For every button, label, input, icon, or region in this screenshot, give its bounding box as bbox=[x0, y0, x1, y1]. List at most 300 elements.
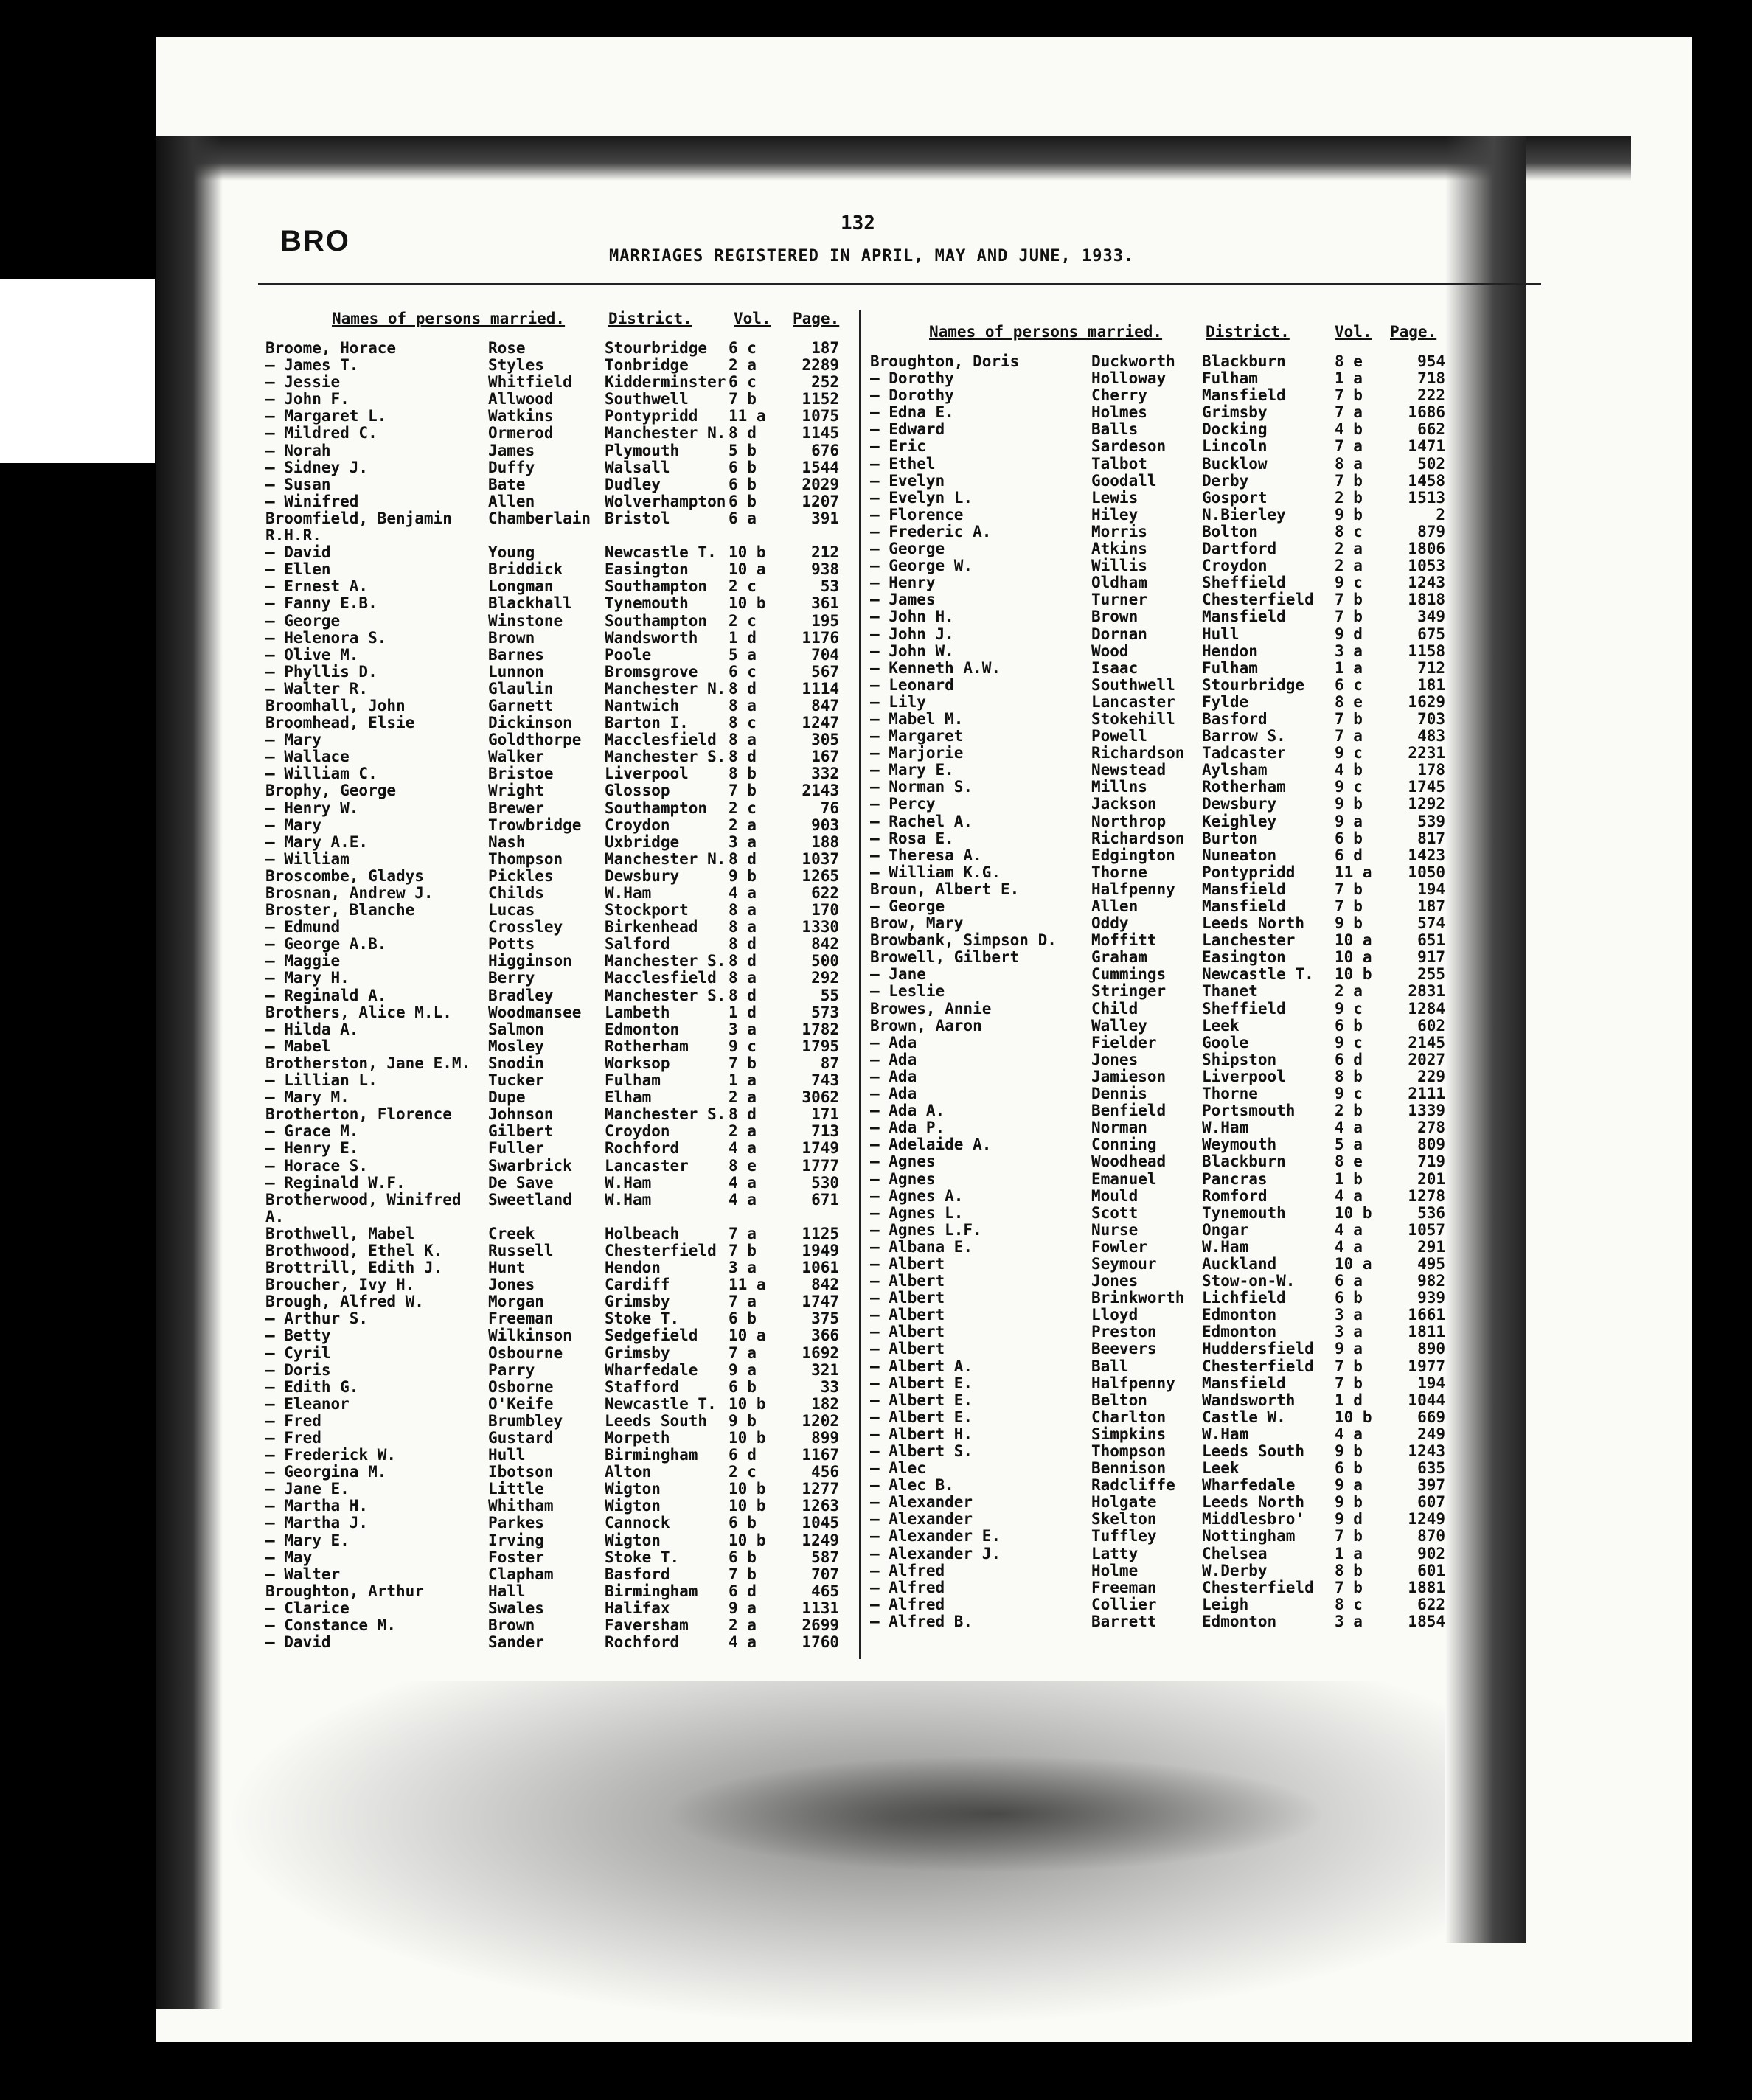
entry-page: 1243 bbox=[1408, 574, 1445, 592]
table-row bbox=[870, 403, 1460, 420]
entry-district: Stourbridge bbox=[1202, 675, 1305, 694]
entry-page: 1114 bbox=[802, 679, 839, 698]
entry-volume: 6 b bbox=[729, 1310, 757, 1328]
district-header: District. bbox=[608, 310, 692, 327]
entry-spouse-surname: O'Keife bbox=[488, 1394, 554, 1413]
entry-page: 1811 bbox=[1408, 1323, 1445, 1341]
entry-page: 375 bbox=[811, 1310, 839, 1328]
entry-spouse-surname: Cherry bbox=[1091, 386, 1147, 405]
entry-district: Edmonton bbox=[1202, 1306, 1277, 1324]
table-row bbox=[265, 969, 841, 986]
entry-volume: 4 a bbox=[1335, 1220, 1363, 1239]
table-row bbox=[265, 1514, 841, 1531]
table-row bbox=[870, 846, 1460, 863]
entry-district: Blackburn bbox=[1202, 352, 1286, 370]
entry-volume: 8 d bbox=[729, 1105, 757, 1124]
entry-page: 495 bbox=[1417, 1254, 1445, 1273]
entry-volume: 10 a bbox=[1335, 931, 1372, 950]
table-row bbox=[265, 1531, 841, 1548]
entry-volume: 7 b bbox=[1335, 880, 1363, 898]
entry-name: — Walter R. bbox=[265, 679, 369, 698]
entry-name: — Albert bbox=[870, 1272, 945, 1290]
entry-district: Edmonton bbox=[605, 1020, 680, 1038]
entry-volume: 1 a bbox=[1335, 1544, 1363, 1562]
entry-page: 194 bbox=[1417, 880, 1445, 898]
entry-district: Chesterfield bbox=[605, 1241, 717, 1259]
entry-page: 249 bbox=[1417, 1425, 1445, 1443]
entry-district: Shipston bbox=[1202, 1050, 1277, 1068]
entry-name: — Alfred B. bbox=[870, 1612, 973, 1630]
entry-spouse-surname: Tucker bbox=[488, 1071, 544, 1090]
table-row bbox=[870, 659, 1460, 676]
names-header: Names of persons married. bbox=[332, 310, 566, 327]
entry-name: — Norman S. bbox=[870, 778, 973, 796]
entry-spouse-surname: Child bbox=[1091, 999, 1139, 1018]
entry-name: — William C. bbox=[265, 765, 378, 783]
entry-name: Broscombe, Gladys bbox=[265, 866, 424, 885]
entry-volume: 7 a bbox=[729, 1293, 757, 1311]
entry-name: A. bbox=[265, 1207, 285, 1225]
entry-district: N.Bierley bbox=[1202, 505, 1286, 524]
table-row bbox=[870, 1459, 1460, 1476]
entry-district: Blackburn bbox=[1202, 1152, 1286, 1171]
entry-spouse-surname: Potts bbox=[488, 935, 535, 953]
entry-page: 1061 bbox=[802, 1259, 839, 1277]
entry-spouse-surname: Johnson bbox=[488, 1105, 554, 1124]
entry-page: 1053 bbox=[1408, 557, 1445, 575]
entry-name: — George bbox=[870, 540, 945, 558]
entry-district: Chesterfield bbox=[1202, 1357, 1314, 1375]
entry-volume: 9 a bbox=[1335, 812, 1363, 830]
entry-volume: 3 a bbox=[1335, 1306, 1363, 1324]
entry-district: W.Ham bbox=[1202, 1425, 1249, 1443]
entry-district: Thanet bbox=[1202, 982, 1258, 1001]
entry-volume: 9 b bbox=[729, 866, 757, 885]
entry-name: — Albert bbox=[870, 1254, 945, 1273]
entry-name: — Agnes A. bbox=[870, 1186, 964, 1205]
entry-name: — Alfred bbox=[870, 1578, 945, 1596]
entry-page: 500 bbox=[811, 952, 839, 970]
entry-spouse-surname: Lewis bbox=[1091, 488, 1139, 507]
table-row bbox=[265, 850, 841, 867]
entry-name: — John W. bbox=[870, 642, 954, 660]
entry-name: Broomhall, John bbox=[265, 696, 406, 715]
entry-district: Chesterfield bbox=[1202, 1578, 1314, 1596]
entry-volume: 9 c bbox=[1335, 999, 1363, 1018]
entry-page: 903 bbox=[811, 816, 839, 834]
entry-district: Wharfedale bbox=[605, 1360, 698, 1379]
entry-district: Liverpool bbox=[1202, 1067, 1286, 1085]
entry-district: Nottingham bbox=[1202, 1527, 1296, 1546]
table-row bbox=[265, 476, 841, 493]
column-divider bbox=[859, 310, 861, 1659]
table-row bbox=[265, 1088, 841, 1105]
entry-spouse-surname: Brinkworth bbox=[1091, 1289, 1185, 1307]
entry-page: 181 bbox=[1417, 675, 1445, 694]
entry-district: Rotherham bbox=[1202, 778, 1286, 796]
entry-spouse-surname: Styles bbox=[488, 356, 544, 375]
entry-spouse-surname: Stokehill bbox=[1091, 709, 1175, 728]
entry-volume: 11 a bbox=[729, 1276, 766, 1294]
entry-page: 1152 bbox=[802, 390, 839, 408]
entry-district: Wharfedale bbox=[1202, 1476, 1296, 1495]
entry-district: Stourbridge bbox=[605, 339, 708, 357]
table-row bbox=[870, 1545, 1460, 1562]
page-header: Page. bbox=[1390, 323, 1437, 341]
table-row bbox=[265, 1293, 841, 1310]
entry-spouse-surname: Northrop bbox=[1091, 812, 1167, 830]
entry-page: 1949 bbox=[802, 1241, 839, 1259]
entry-page: 366 bbox=[811, 1327, 839, 1345]
entry-district: Grimsby bbox=[1202, 403, 1268, 422]
entry-volume: 11 a bbox=[1335, 863, 1372, 881]
table-row bbox=[870, 1068, 1460, 1085]
entry-name: — Mildred C. bbox=[265, 424, 378, 442]
entry-district: Stoke T. bbox=[605, 1310, 680, 1328]
entry-page: 2699 bbox=[802, 1616, 839, 1635]
entry-volume: 5 a bbox=[1335, 1136, 1363, 1154]
entry-volume: 5 a bbox=[729, 645, 757, 664]
entry-page: 252 bbox=[811, 373, 839, 392]
table-row bbox=[265, 1395, 841, 1412]
entry-volume: 4 a bbox=[729, 1190, 757, 1209]
entry-volume: 3 a bbox=[729, 1020, 757, 1038]
entry-district: Pontypridd bbox=[1202, 863, 1296, 881]
entry-district: Thorne bbox=[1202, 1085, 1258, 1103]
entry-district: W.Ham bbox=[1202, 1119, 1249, 1137]
entry-volume: 8 a bbox=[729, 901, 757, 919]
entry-spouse-surname: Briddick bbox=[488, 560, 563, 579]
entry-spouse-surname: Childs bbox=[488, 884, 544, 902]
entry-page: 1207 bbox=[802, 492, 839, 510]
entry-spouse-surname: Sardeson bbox=[1091, 437, 1167, 456]
table-row bbox=[265, 1105, 841, 1122]
table-row bbox=[265, 1139, 841, 1156]
entry-name: Brophy, George bbox=[265, 782, 397, 800]
entry-spouse-surname: Mould bbox=[1091, 1186, 1139, 1205]
table-row bbox=[265, 1310, 841, 1327]
table-row bbox=[265, 1361, 841, 1378]
entry-spouse-surname: Bristoe bbox=[488, 765, 554, 783]
entry-page: 53 bbox=[820, 577, 839, 596]
entry-volume: 1 b bbox=[1335, 1169, 1363, 1188]
entry-district: Elham bbox=[605, 1088, 652, 1107]
entry-district: Cannock bbox=[605, 1514, 670, 1532]
scan-smudge-dark bbox=[664, 1755, 1327, 1873]
entry-page: 1265 bbox=[802, 866, 839, 885]
table-row bbox=[265, 1565, 841, 1582]
entry-spouse-surname: Graham bbox=[1091, 948, 1147, 967]
table-row bbox=[870, 1613, 1460, 1630]
table-row bbox=[870, 1493, 1460, 1510]
entry-volume: 1 d bbox=[729, 1003, 757, 1021]
table-row bbox=[870, 1272, 1460, 1289]
entry-page: 899 bbox=[811, 1429, 839, 1447]
entry-volume: 2 b bbox=[1335, 1102, 1363, 1120]
entry-page: 707 bbox=[811, 1565, 839, 1583]
entry-spouse-surname: Richardson bbox=[1091, 744, 1185, 762]
table-row bbox=[265, 1259, 841, 1276]
entry-district: Edmonton bbox=[1202, 1612, 1277, 1630]
entry-district: Portsmouth bbox=[1202, 1102, 1296, 1120]
entry-volume: 10 b bbox=[729, 1480, 766, 1498]
entry-spouse-surname: Duckworth bbox=[1091, 352, 1175, 370]
entry-page: 87 bbox=[820, 1054, 839, 1072]
entry-page: 2145 bbox=[1408, 1033, 1445, 1051]
table-row bbox=[265, 731, 841, 748]
entry-volume: 10 b bbox=[729, 1429, 766, 1447]
entry-district: Auckland bbox=[1202, 1254, 1277, 1273]
entry-name: — Margaret L. bbox=[265, 407, 387, 425]
entry-spouse-surname: Isaac bbox=[1091, 658, 1139, 677]
entry-volume: 9 a bbox=[1335, 1476, 1363, 1495]
entry-name: — George A.B. bbox=[265, 935, 387, 953]
table-row bbox=[870, 540, 1460, 557]
entry-district: Dewsbury bbox=[605, 866, 680, 885]
entry-district: Leeds North bbox=[1202, 1493, 1305, 1512]
entry-spouse-surname: Wright bbox=[488, 782, 544, 800]
table-row bbox=[870, 727, 1460, 744]
entry-district: Croydon bbox=[605, 1122, 670, 1141]
entry-volume: 3 a bbox=[1335, 1323, 1363, 1341]
table-row bbox=[265, 1463, 841, 1480]
entry-district: Edmonton bbox=[1202, 1323, 1277, 1341]
entry-spouse-surname: Holloway bbox=[1091, 369, 1167, 388]
entry-spouse-surname: Freeman bbox=[488, 1310, 554, 1328]
entry-volume: 4 a bbox=[1335, 1186, 1363, 1205]
entry-name: — William bbox=[265, 849, 350, 868]
entry-spouse-surname: Scott bbox=[1091, 1203, 1139, 1222]
entry-spouse-surname: Ball bbox=[1091, 1357, 1129, 1375]
table-row bbox=[265, 459, 841, 476]
entry-district: Rotherham bbox=[605, 1037, 689, 1055]
table-row bbox=[265, 1582, 841, 1599]
entry-page: 397 bbox=[1417, 1476, 1445, 1495]
entry-spouse-surname: Salmon bbox=[488, 1020, 544, 1038]
entry-name: Broster, Blanche bbox=[265, 901, 415, 919]
table-row bbox=[870, 1408, 1460, 1425]
entry-district: Hendon bbox=[1202, 642, 1258, 660]
entry-page: 712 bbox=[1417, 658, 1445, 677]
entry-name: — Alfred bbox=[870, 1561, 945, 1579]
entry-district: Derby bbox=[1202, 471, 1249, 490]
entry-page: 1686 bbox=[1408, 403, 1445, 422]
entry-volume: 3 a bbox=[1335, 1612, 1363, 1630]
entry-spouse-surname: Emanuel bbox=[1091, 1169, 1157, 1188]
entry-volume: 6 b bbox=[1335, 1289, 1363, 1307]
entry-district: Manchester S. bbox=[605, 748, 726, 766]
header-rule bbox=[258, 283, 1541, 285]
entry-page: 1057 bbox=[1408, 1220, 1445, 1239]
scan-margin-tab bbox=[0, 279, 155, 463]
entry-volume: 2 c bbox=[729, 611, 757, 630]
entry-spouse-surname: Foster bbox=[488, 1548, 544, 1566]
entry-spouse-surname: Brown bbox=[488, 628, 535, 647]
entry-spouse-surname: Collier bbox=[1091, 1595, 1157, 1613]
entry-spouse-surname: Little bbox=[488, 1480, 544, 1498]
entry-spouse-surname: Willis bbox=[1091, 557, 1147, 575]
entry-district: Tonbridge bbox=[605, 356, 689, 375]
table-row bbox=[870, 1051, 1460, 1068]
entry-name: — Jessie bbox=[265, 373, 341, 392]
entry-page: 1249 bbox=[1408, 1510, 1445, 1529]
entry-spouse-surname: Brown bbox=[488, 1616, 535, 1635]
table-row bbox=[265, 714, 841, 731]
entry-district: Birmingham bbox=[605, 1446, 698, 1464]
entry-district: Manchester N. bbox=[605, 424, 726, 442]
table-row bbox=[870, 880, 1460, 897]
entry-page: 870 bbox=[1417, 1527, 1445, 1546]
entry-district: Croydon bbox=[1202, 557, 1268, 575]
right-column-header bbox=[870, 323, 1460, 352]
entry-name: Brotherston, Jane E.M. bbox=[265, 1054, 471, 1072]
entry-spouse-surname: Richardson bbox=[1091, 829, 1185, 847]
entry-page: 483 bbox=[1417, 727, 1445, 745]
entry-district: Macclesfield bbox=[605, 731, 717, 749]
entry-spouse-surname: Radcliffe bbox=[1091, 1476, 1175, 1495]
table-row bbox=[870, 625, 1460, 642]
entry-spouse-surname: Thompson bbox=[488, 849, 563, 868]
entry-spouse-surname: Norman bbox=[1091, 1119, 1147, 1137]
entry-page: 1513 bbox=[1408, 488, 1445, 507]
entry-district: Fylde bbox=[1202, 692, 1249, 711]
entry-page: 601 bbox=[1417, 1561, 1445, 1579]
entry-spouse-surname: Mosley bbox=[488, 1037, 544, 1055]
entry-page: 890 bbox=[1417, 1340, 1445, 1358]
entry-page: 187 bbox=[811, 339, 839, 357]
entry-name: — Mary bbox=[265, 816, 321, 834]
entry-page: 2 bbox=[1436, 505, 1445, 524]
table-row bbox=[870, 1289, 1460, 1306]
entry-volume: 8 d bbox=[729, 679, 757, 698]
entry-volume: 2 c bbox=[729, 1463, 757, 1481]
table-row bbox=[265, 493, 841, 510]
entry-page: 201 bbox=[1417, 1169, 1445, 1188]
entry-name: Brottrill, Edith J. bbox=[265, 1259, 443, 1277]
entry-spouse-surname: Preston bbox=[1091, 1323, 1157, 1341]
entry-volume: 8 b bbox=[1335, 1561, 1363, 1579]
entry-volume: 6 b bbox=[729, 492, 757, 510]
entry-name: — Lillian L. bbox=[265, 1071, 378, 1090]
entry-name: Broughton, Doris bbox=[870, 352, 1020, 370]
entry-spouse-surname: Ormerod bbox=[488, 424, 554, 442]
table-row bbox=[265, 884, 841, 901]
entry-spouse-surname: Sander bbox=[488, 1633, 544, 1652]
entry-page: 939 bbox=[1417, 1289, 1445, 1307]
table-row bbox=[870, 1255, 1460, 1272]
entry-volume: 8 d bbox=[729, 952, 757, 970]
entry-district: Newcastle T. bbox=[1202, 965, 1314, 984]
entry-name: — Mabel M. bbox=[870, 709, 964, 728]
entry-district: Morpeth bbox=[605, 1429, 670, 1447]
entry-volume: 11 a bbox=[729, 407, 766, 425]
entry-page: 587 bbox=[811, 1548, 839, 1566]
entry-volume: 8 b bbox=[729, 765, 757, 783]
entry-name: — Henry W. bbox=[265, 799, 359, 817]
entry-district: Leek bbox=[1202, 1459, 1240, 1478]
table-row bbox=[870, 1510, 1460, 1527]
table-row bbox=[265, 816, 841, 833]
entry-volume: 4 a bbox=[729, 1173, 757, 1192]
table-row bbox=[870, 1238, 1460, 1255]
entry-district: Plymouth bbox=[605, 441, 680, 459]
table-row bbox=[870, 948, 1460, 965]
entry-name: — Jane E. bbox=[265, 1480, 350, 1498]
entry-spouse-surname: Lunnon bbox=[488, 662, 544, 681]
entry-spouse-surname: Bradley bbox=[488, 986, 554, 1004]
entry-spouse-surname: Osborne bbox=[488, 1377, 554, 1396]
table-row bbox=[265, 935, 841, 952]
entry-volume: 6 b bbox=[1335, 1459, 1363, 1478]
entry-spouse-surname: Allen bbox=[488, 492, 535, 510]
entry-district: Rochford bbox=[605, 1139, 680, 1158]
entry-name: — Albert bbox=[870, 1340, 945, 1358]
entry-name: — Olive M. bbox=[265, 645, 359, 664]
entry-spouse-surname: Edgington bbox=[1091, 846, 1175, 864]
table-row bbox=[265, 680, 841, 697]
entry-spouse-surname: Goldthorpe bbox=[488, 731, 582, 749]
entry-name: — Leslie bbox=[870, 982, 945, 1001]
entry-district: Burton bbox=[1202, 829, 1258, 847]
entry-name: — Ada bbox=[870, 1085, 917, 1103]
right-column bbox=[870, 323, 1460, 1630]
entry-name: — Martha J. bbox=[265, 1514, 369, 1532]
entry-volume: 2 a bbox=[1335, 982, 1363, 1001]
entry-name: Brown, Aaron bbox=[870, 1016, 982, 1035]
table-row bbox=[870, 1425, 1460, 1442]
entry-volume: 6 b bbox=[729, 1377, 757, 1396]
entry-district: Manchester S. bbox=[605, 986, 726, 1004]
entry-name: — Fred bbox=[265, 1429, 321, 1447]
entry-volume: 8 a bbox=[729, 731, 757, 749]
table-row bbox=[265, 1208, 841, 1225]
entry-volume: 7 b bbox=[729, 1565, 757, 1583]
entry-page: 954 bbox=[1417, 352, 1445, 370]
table-row bbox=[870, 608, 1460, 625]
entry-spouse-surname: Watkins bbox=[488, 407, 554, 425]
entry-spouse-surname: Chamberlain bbox=[488, 509, 591, 527]
table-row bbox=[870, 1017, 1460, 1034]
entry-name: Brotherton, Florence bbox=[265, 1105, 452, 1124]
table-row bbox=[870, 1170, 1460, 1187]
entry-page: 1045 bbox=[802, 1514, 839, 1532]
entry-page: 1745 bbox=[1408, 778, 1445, 796]
table-row bbox=[265, 510, 841, 526]
entry-spouse-surname: Whitfield bbox=[488, 373, 572, 392]
entry-district: Southampton bbox=[605, 577, 708, 596]
entry-page: 1795 bbox=[802, 1037, 839, 1055]
entry-volume: 9 b bbox=[1335, 795, 1363, 813]
entry-volume: 2 a bbox=[729, 356, 757, 375]
entry-district: Mansfield bbox=[1202, 880, 1286, 898]
entry-district: Mansfield bbox=[1202, 386, 1286, 405]
entry-name: — Georgina M. bbox=[265, 1463, 387, 1481]
entry-spouse-surname: Swarbrick bbox=[488, 1156, 572, 1175]
page-number: 132 bbox=[841, 212, 875, 234]
entry-name: — Albert S. bbox=[870, 1442, 973, 1460]
entry-spouse-surname: Allwood bbox=[488, 390, 554, 408]
entry-volume: 10 b bbox=[1335, 1408, 1372, 1426]
entry-district: Mansfield bbox=[1202, 1374, 1286, 1392]
entry-volume: 8 a bbox=[729, 969, 757, 987]
entry-district: Worksop bbox=[605, 1054, 670, 1072]
entry-page: 1050 bbox=[1408, 863, 1445, 881]
entry-volume: 8 a bbox=[729, 696, 757, 715]
entry-district: Mansfield bbox=[1202, 897, 1286, 915]
entry-name: — Ethel bbox=[870, 454, 936, 473]
table-row bbox=[870, 914, 1460, 931]
entry-spouse-surname: Thorne bbox=[1091, 863, 1147, 881]
